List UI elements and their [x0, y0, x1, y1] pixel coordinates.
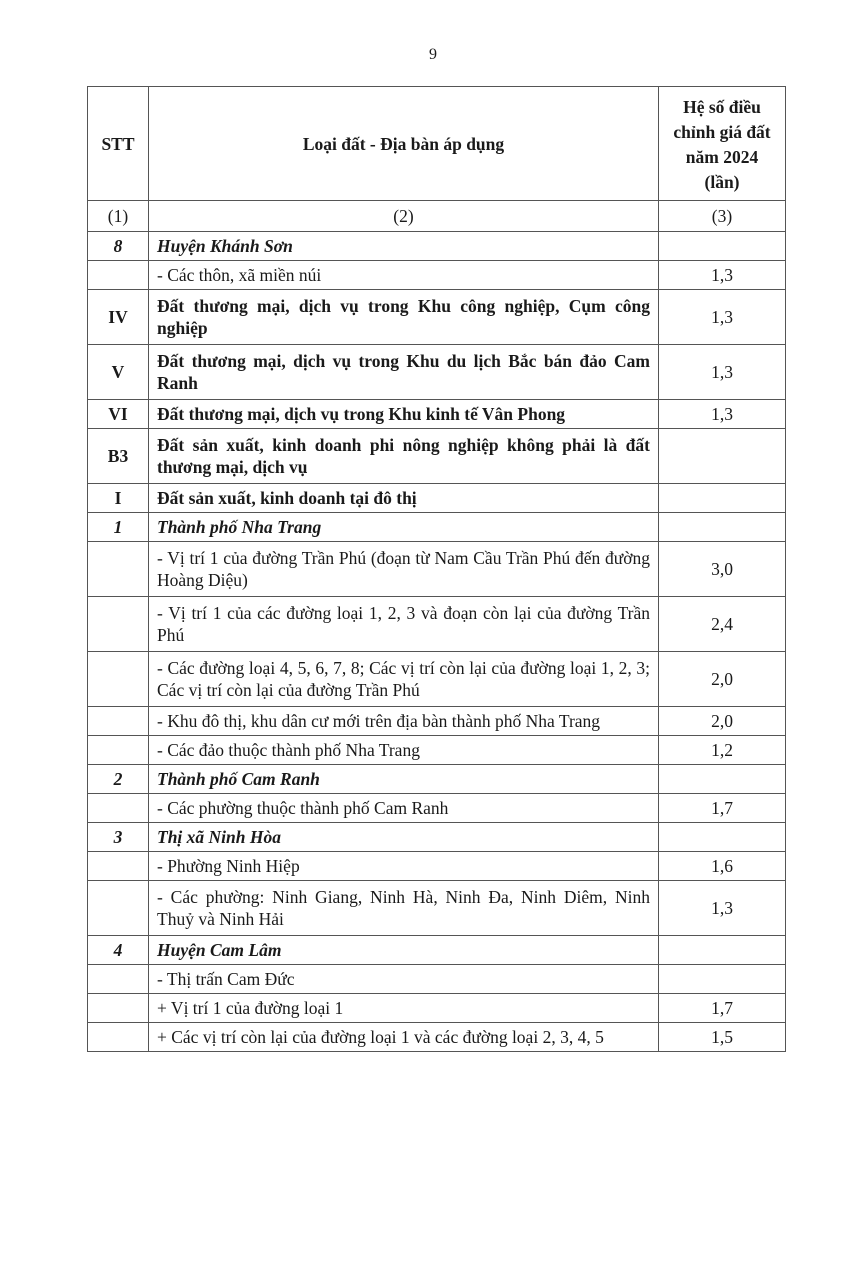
- table-row: [88, 513, 786, 542]
- row-coefficient: [659, 484, 786, 513]
- table-row: [88, 965, 786, 994]
- column-index: (2): [149, 201, 659, 232]
- table-row: [88, 429, 786, 484]
- header-coefficient: Hệ số điều chỉnh giá đất năm 2024 (lần): [659, 87, 786, 201]
- row-coefficient: 3,0: [659, 542, 786, 597]
- row-stt: [88, 597, 149, 652]
- row-coefficient: [659, 232, 786, 261]
- table-row: [88, 597, 786, 652]
- row-stt: [88, 542, 149, 597]
- row-land-type: - Các phường: Ninh Giang, Ninh Hà, Ninh Đa, Ninh Diêm, Ninh Thuỷ và Ninh Hải: [149, 881, 659, 936]
- row-coefficient: 2,0: [659, 707, 786, 736]
- table-row: [88, 232, 786, 261]
- column-index-row: [88, 201, 786, 232]
- table-row: [88, 345, 786, 400]
- row-coefficient: [659, 765, 786, 794]
- row-land-type: - Thị trấn Cam Đức: [149, 965, 659, 994]
- row-stt: [88, 852, 149, 881]
- row-stt: 8: [88, 232, 149, 261]
- row-land-type: Đất sản xuất, kinh doanh phi nông nghiệp không phải là đất thương mại, dịch vụ: [149, 429, 659, 484]
- row-stt: 1: [88, 513, 149, 542]
- row-stt: [88, 994, 149, 1023]
- row-coefficient: 1,7: [659, 994, 786, 1023]
- row-land-type: Đất thương mại, dịch vụ trong Khu công nghiệp, Cụm công nghiệp: [149, 290, 659, 345]
- table-row: [88, 290, 786, 345]
- table-row: [88, 794, 786, 823]
- row-stt: [88, 652, 149, 707]
- row-land-type: Thành phố Nha Trang: [149, 513, 659, 542]
- row-land-type: - Các thôn, xã miền núi: [149, 261, 659, 290]
- row-stt: 2: [88, 765, 149, 794]
- row-land-type: - Các đảo thuộc thành phố Nha Trang: [149, 736, 659, 765]
- row-coefficient: 1,6: [659, 852, 786, 881]
- page-number: 9: [429, 46, 437, 63]
- row-stt: [88, 736, 149, 765]
- row-land-type: + Các vị trí còn lại của đường loại 1 và các đường loại 2, 3, 4, 5: [149, 1023, 659, 1052]
- column-index: (3): [659, 201, 786, 232]
- row-coefficient: 1,2: [659, 736, 786, 765]
- table-row: [88, 1023, 786, 1052]
- row-stt: 4: [88, 936, 149, 965]
- column-index: (1): [88, 201, 149, 232]
- header-stt: STT: [88, 87, 149, 201]
- row-land-type: Đất thương mại, dịch vụ trong Khu du lịch Bắc bán đảo Cam Ranh: [149, 345, 659, 400]
- table-row: [88, 652, 786, 707]
- table-row: [88, 936, 786, 965]
- row-land-type: Thị xã Ninh Hòa: [149, 823, 659, 852]
- row-land-type: - Khu đô thị, khu dân cư mới trên địa bàn thành phố Nha Trang: [149, 707, 659, 736]
- row-land-type: Thành phố Cam Ranh: [149, 765, 659, 794]
- row-land-type: Đất sản xuất, kinh doanh tại đô thị: [149, 484, 659, 513]
- table-row: [88, 881, 786, 936]
- table-row: [88, 261, 786, 290]
- row-stt: [88, 794, 149, 823]
- table-body: [88, 232, 786, 1052]
- row-land-type: Huyện Khánh Sơn: [149, 232, 659, 261]
- table-row: [88, 736, 786, 765]
- row-coefficient: 1,3: [659, 261, 786, 290]
- table-row: [88, 400, 786, 429]
- row-coefficient: [659, 823, 786, 852]
- row-stt: [88, 1023, 149, 1052]
- row-coefficient: 1,3: [659, 881, 786, 936]
- row-stt: [88, 881, 149, 936]
- row-stt: V: [88, 345, 149, 400]
- table-row: [88, 852, 786, 881]
- row-land-type: - Vị trí 1 của đường Trần Phú (đoạn từ Nam Cầu Trần Phú đến đường Hoàng Diệu): [149, 542, 659, 597]
- row-stt: I: [88, 484, 149, 513]
- row-land-type: - Phường Ninh Hiệp: [149, 852, 659, 881]
- table-row: [88, 542, 786, 597]
- table-row: [88, 765, 786, 794]
- row-coefficient: 2,0: [659, 652, 786, 707]
- row-coefficient: 1,3: [659, 345, 786, 400]
- row-stt: 3: [88, 823, 149, 852]
- row-land-type: + Vị trí 1 của đường loại 1: [149, 994, 659, 1023]
- row-coefficient: [659, 513, 786, 542]
- row-coefficient: [659, 936, 786, 965]
- row-stt: IV: [88, 290, 149, 345]
- land-price-coefficient-table: [87, 86, 786, 1052]
- row-land-type: - Vị trí 1 của các đường loại 1, 2, 3 và đoạn còn lại của đường Trần Phú: [149, 597, 659, 652]
- table-row: [88, 823, 786, 852]
- row-coefficient: 1,7: [659, 794, 786, 823]
- row-coefficient: [659, 965, 786, 994]
- row-land-type: - Các đường loại 4, 5, 6, 7, 8; Các vị trí còn lại của đường loại 1, 2, 3; Các vị trí còn lại của đường Trần Phú: [149, 652, 659, 707]
- row-stt: B3: [88, 429, 149, 484]
- row-coefficient: 2,4: [659, 597, 786, 652]
- row-land-type: Đất thương mại, dịch vụ trong Khu kinh tế Vân Phong: [149, 400, 659, 429]
- table-row: [88, 484, 786, 513]
- row-land-type: - Các phường thuộc thành phố Cam Ranh: [149, 794, 659, 823]
- table-header-row: [88, 87, 786, 201]
- header-land-type: Loại đất - Địa bàn áp dụng: [149, 87, 659, 201]
- row-stt: [88, 261, 149, 290]
- row-coefficient: 1,3: [659, 290, 786, 345]
- table-row: [88, 994, 786, 1023]
- row-land-type: Huyện Cam Lâm: [149, 936, 659, 965]
- row-coefficient: 1,3: [659, 400, 786, 429]
- row-coefficient: [659, 429, 786, 484]
- row-coefficient: 1,5: [659, 1023, 786, 1052]
- table-row: [88, 707, 786, 736]
- row-stt: VI: [88, 400, 149, 429]
- row-stt: [88, 965, 149, 994]
- row-stt: [88, 707, 149, 736]
